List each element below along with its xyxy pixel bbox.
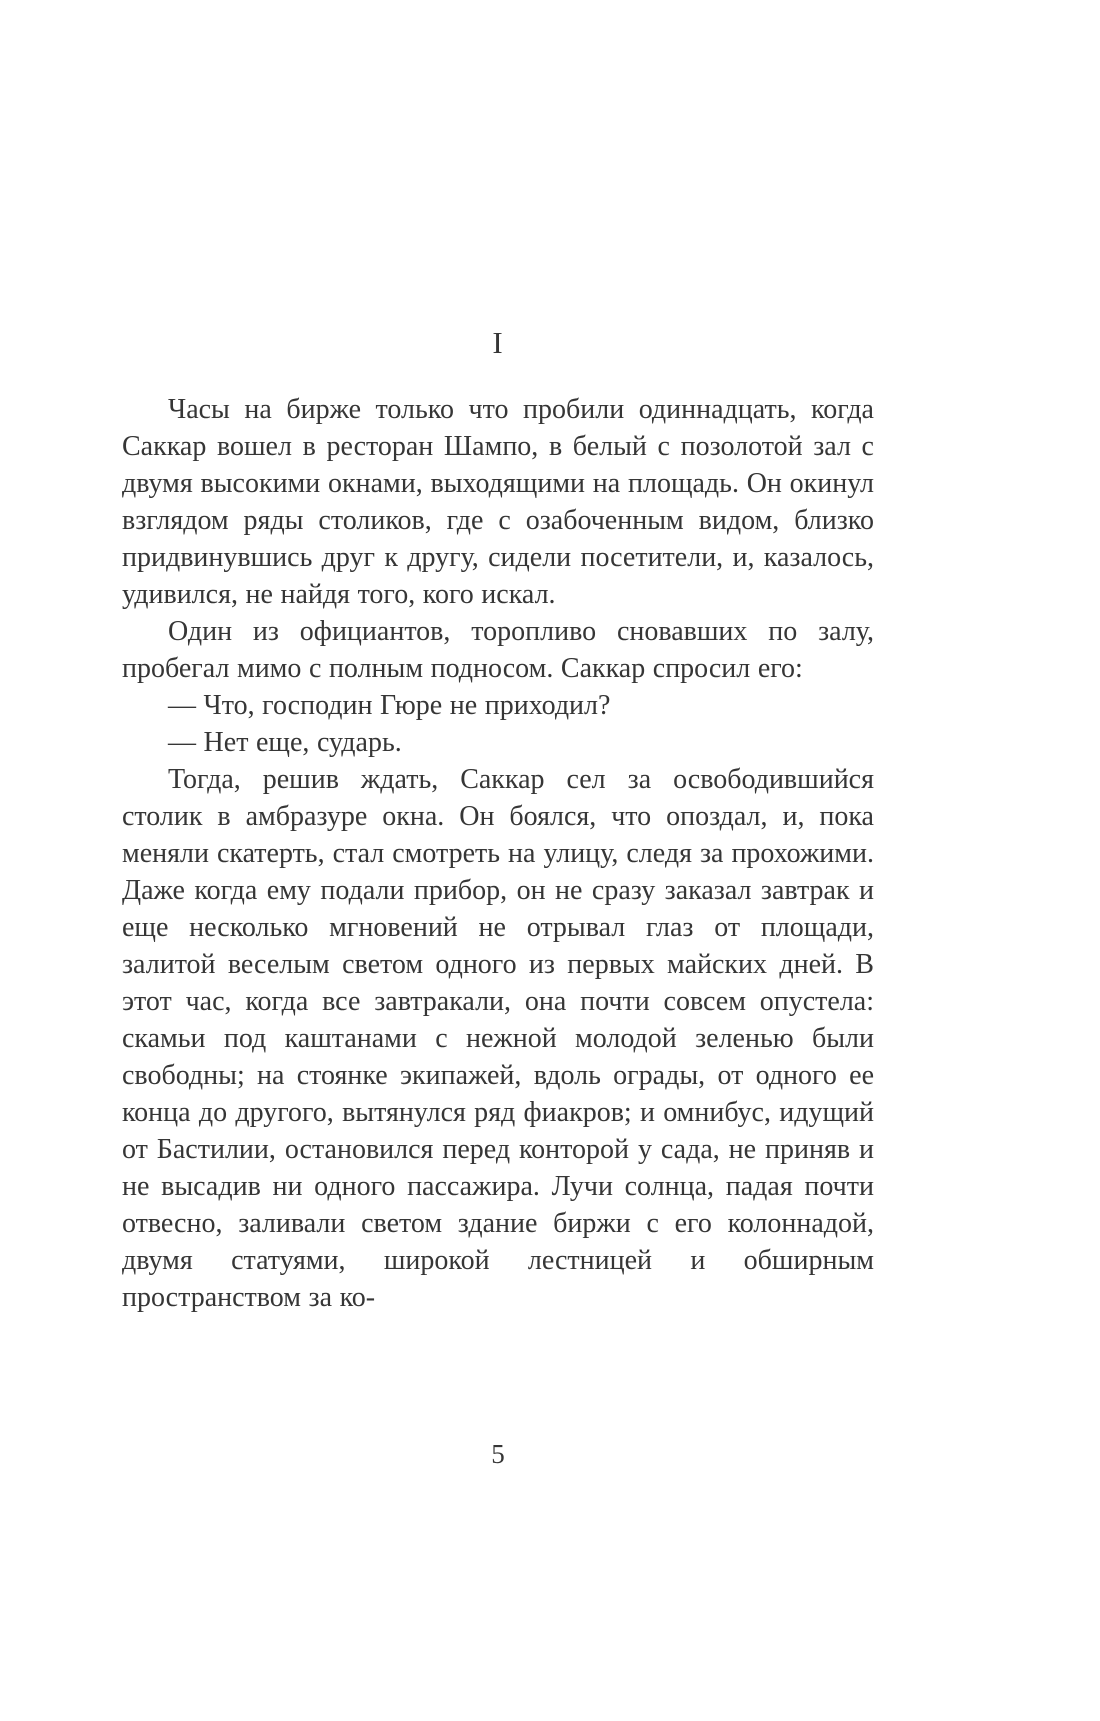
paragraph: Часы на бирже только что пробили одиннадцать, когда Саккар вошел в ресторан Шампо, в белый с позолотой зал с двумя высокими окнами, выходящими на площадь. Он окинул взглядом ряды столиков, где с озабоченным видом, близко придвинувшись друг к другу, сидели посетители, и, казалось, удивился, не найдя того, кого искал. — [122, 394, 874, 610]
page-number: 5 — [491, 1439, 505, 1469]
paragraph: Один из официантов, торопливо сновавших по залу, пробегал мимо с полным подносом. Саккар спросил его: — [122, 616, 874, 684]
dialogue-line: — Что, господин Гюре не приходил? — [168, 690, 611, 721]
text-column — [122, 322, 874, 1316]
paragraph: Тогда, решив ждать, Саккар сел за освободившийся столик в амбразуре окна. Он боялся, что опоздал, и, пока меняли скатерть, стал смотреть на улицу, следя за прохожими. Даже когда ему подали прибор, он не сразу заказал завтрак и еще несколько мгновений не отрывал глаз от площади, залитой веселым светом одного из первых майских дней. В этот час, когда все завтракали, она почти совсем опустела: скамьи под каштанами с нежной молодой зеленью были свободны; на стоянке экипажей, вдоль ограды, от одного ее конца до другого, вытянулся ряд фиакров; и омнибус, идущий от Бастилии, остановился перед конторой у сада, не приняв и не высадив ни одного пассажира. Лучи солнца, падая почти отвесно, заливали светом здание биржи с его колоннадой, двумя статуями, широкой лестницей и обширным пространством за ко- — [122, 764, 874, 1313]
dialogue-line: — Нет еще, сударь. — [168, 727, 402, 758]
chapter-heading: I — [492, 325, 504, 360]
